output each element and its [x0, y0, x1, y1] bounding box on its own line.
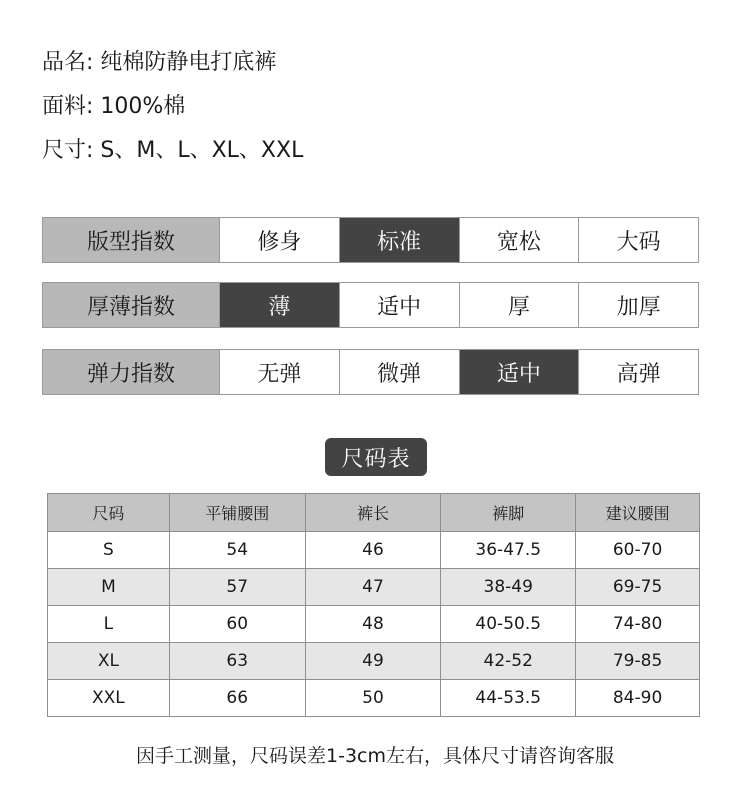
rating-option: 无弹 — [220, 350, 340, 394]
product-name-line: 品名: 纯棉防静电打底裤 — [42, 50, 277, 75]
size-chart-title: 尺码表 — [325, 438, 427, 476]
column-header: 建议腰围 — [576, 494, 700, 532]
rating-option: 微弹 — [340, 350, 460, 394]
rating-option: 适中 — [340, 283, 460, 327]
table-cell: 44-53.5 — [441, 680, 576, 717]
table-cell: 47 — [305, 569, 441, 606]
table-cell: 46 — [305, 532, 441, 569]
rating-label: 版型指数 — [43, 218, 220, 262]
table-row — [48, 569, 700, 606]
size-table — [47, 493, 700, 717]
rating-option: 高弹 — [579, 350, 698, 394]
table-cell: 48 — [305, 606, 441, 643]
table-cell: 79-85 — [576, 643, 700, 680]
rating-option: 宽松 — [460, 218, 580, 262]
table-cell: 84-90 — [576, 680, 700, 717]
size-line: 尺寸: S、M、L、XL、XXL — [42, 138, 304, 163]
rating-option: 厚 — [460, 283, 580, 327]
table-cell: XL — [48, 643, 170, 680]
table-cell: 66 — [169, 680, 305, 717]
rating-label: 厚薄指数 — [43, 283, 220, 327]
table-cell: 42-52 — [441, 643, 576, 680]
column-header: 裤长 — [305, 494, 441, 532]
table-cell: 49 — [305, 643, 441, 680]
table-cell: 69-75 — [576, 569, 700, 606]
table-row — [48, 606, 700, 643]
column-header: 裤脚 — [441, 494, 576, 532]
thickness-index-row — [42, 282, 699, 328]
table-cell: 60 — [169, 606, 305, 643]
table-row — [48, 643, 700, 680]
table-cell: XXL — [48, 680, 170, 717]
table-cell: 36-47.5 — [441, 532, 576, 569]
table-cell: 60-70 — [576, 532, 700, 569]
table-row — [48, 680, 700, 717]
rating-option: 薄 — [220, 283, 340, 327]
rating-option: 适中 — [460, 350, 580, 394]
rating-option: 大码 — [579, 218, 698, 262]
table-row — [48, 532, 700, 569]
column-header: 尺码 — [48, 494, 170, 532]
measurement-note: 因手工测量，尺码误差1-3cm左右，具体尺寸请咨询客服 — [136, 745, 614, 767]
fit-index-row — [42, 217, 699, 263]
table-cell: 50 — [305, 680, 441, 717]
rating-option: 加厚 — [579, 283, 698, 327]
table-cell: 40-50.5 — [441, 606, 576, 643]
table-cell: 38-49 — [441, 569, 576, 606]
table-cell: 74-80 — [576, 606, 700, 643]
column-header: 平铺腰围 — [169, 494, 305, 532]
rating-option: 修身 — [220, 218, 340, 262]
table-cell: 63 — [169, 643, 305, 680]
table-cell: 54 — [169, 532, 305, 569]
elasticity-index-row — [42, 349, 699, 395]
rating-option: 标准 — [340, 218, 460, 262]
table-cell: M — [48, 569, 170, 606]
table-header-row — [48, 494, 700, 532]
table-cell: L — [48, 606, 170, 643]
rating-label: 弹力指数 — [43, 350, 220, 394]
table-cell: 57 — [169, 569, 305, 606]
table-cell: S — [48, 532, 170, 569]
fabric-line: 面料: 100%棉 — [42, 94, 186, 119]
